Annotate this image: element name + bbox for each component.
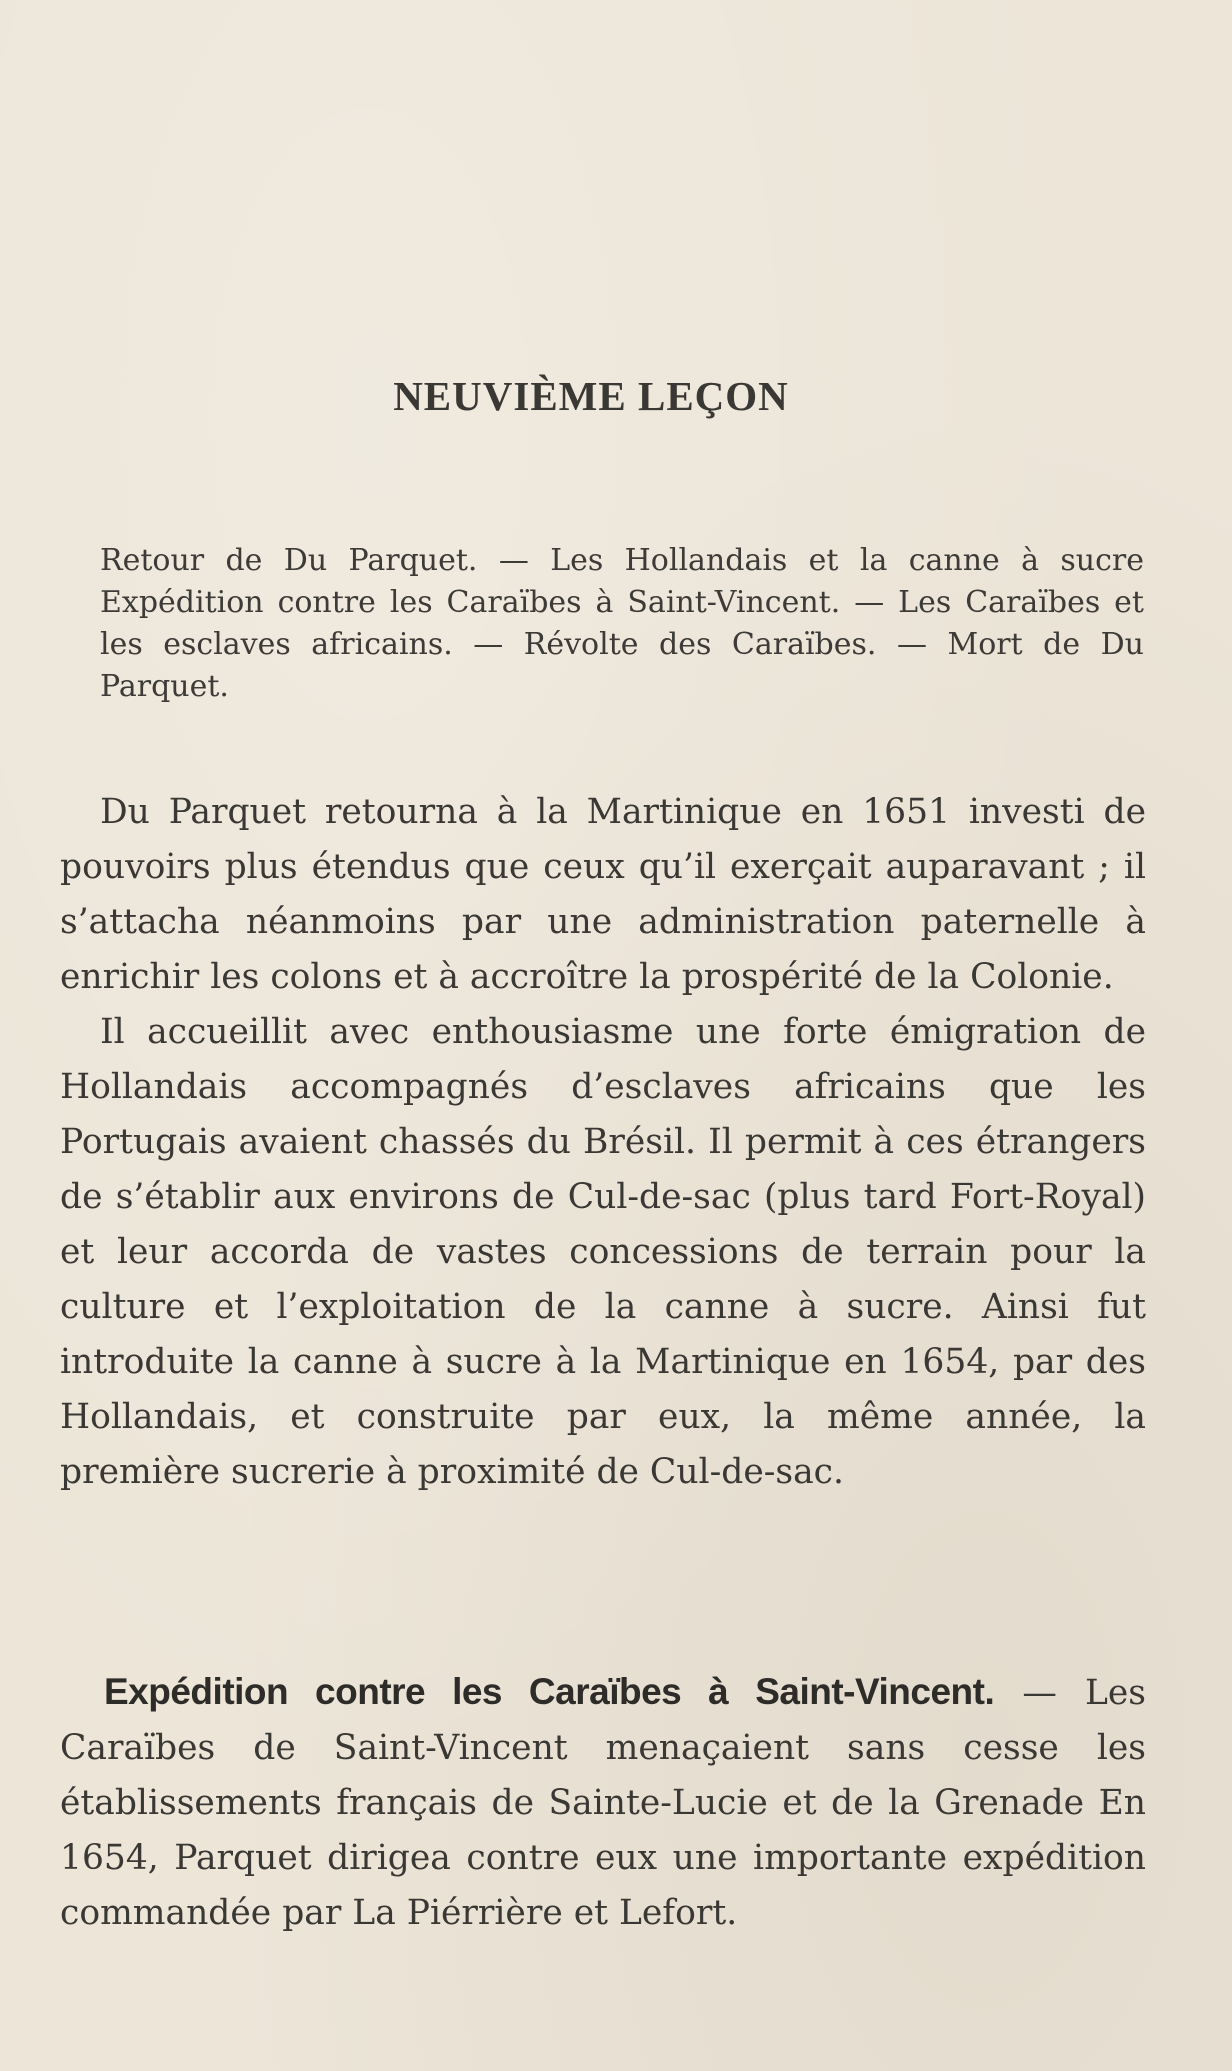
chapter-summary: Retour de Du Parquet. — Les Hollandais et la canne à sucre Expédition contre les Caraïbes à Saint-Vincent. — Les Caraïbes et les esclaves africains. — Révolte des Caraïbes. — Mort de Du Parquet. [100,543,1144,704]
section-text: — Les Caraïbes de Saint-Vincent menaçaient sans cesse les établissements français de Sainte-Lucie et de la Grenade En 1654, Parquet dirigea contre eux une importante expédition commandée par La Piérrière et Lefort. [60,1673,1146,1933]
section-paragraph [60,1664,1146,1941]
body-text [60,785,1146,1500]
paragraph-return-du-parquet: Du Parquet retourna à la Martinique en 1651 investi de pouvoirs plus étendus que ceux qu’il exerçait auparavant ; il s’attacha néanmoins par une administration paternelle à enrichir les colons et à accroître la prospérité de la Colonie. [60,792,1146,997]
section-heading: Expédition contre les Caraïbes à Saint-Vincent. [104,1671,995,1712]
section-expedition [60,1664,1146,1941]
chapter-title: NEUVIÈME LEÇON [393,373,789,419]
paragraph-dutch-sugar-cane: Il accueillit avec enthousiasme une forte émigration de Hollandais accompagnés d’esclaves africains que les Portugais avaient chassés du Brésil. Il permit à ces étrangers de s’établir aux environs de Cul-de-sac (plus tard Fort-Royal) et leur accorda de vastes concessions de terrain pour la culture et l’exploitation de la canne à sucre. Ainsi fut introduite la canne à sucre à la Martinique en 1654, par des Hollandais, et construite par eux, la même année, la première sucrerie à proximité de Cul-de-sac. [60,1012,1146,1492]
